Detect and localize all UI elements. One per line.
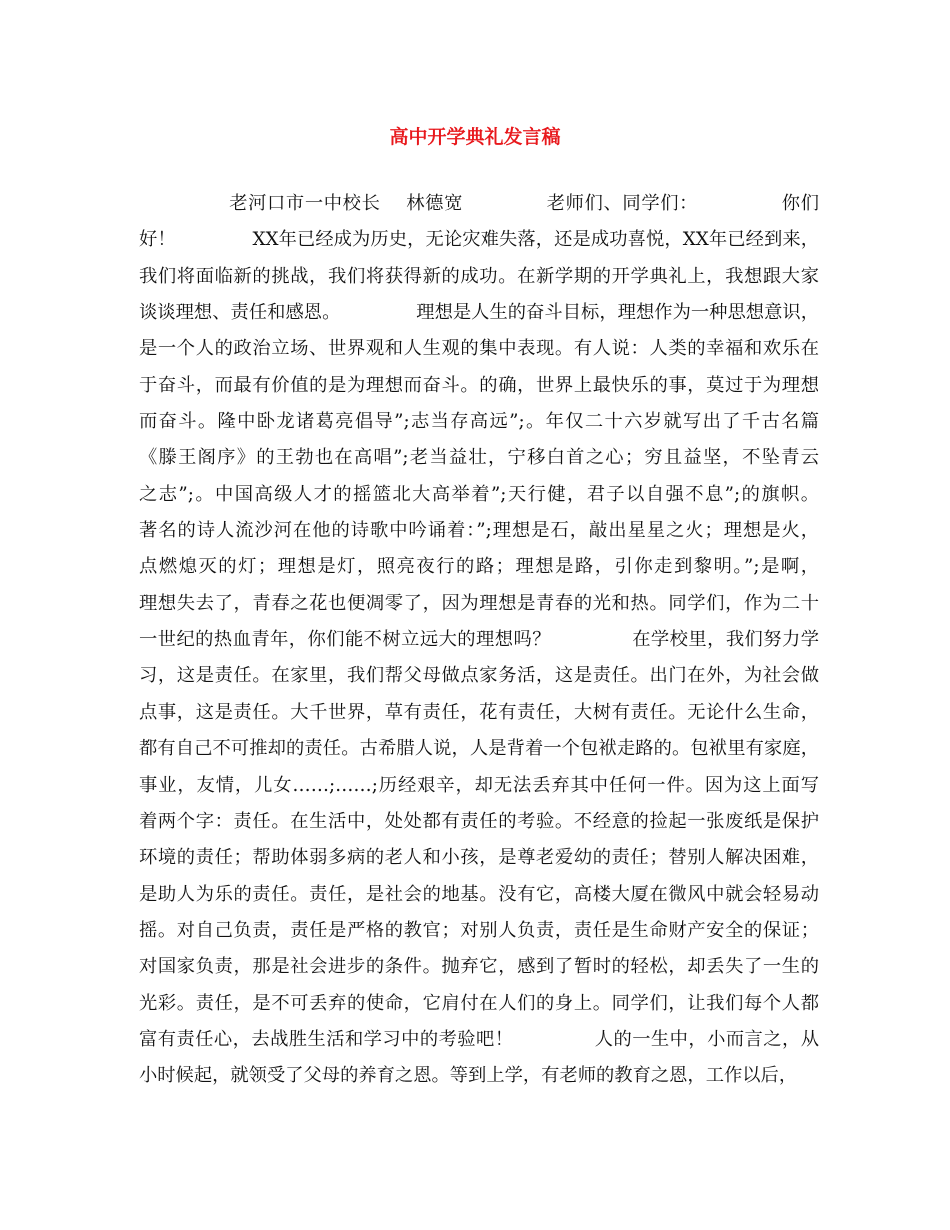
body-line: 《滕王阁序》的王勃也在高唱”;老当益壮，宁移白首之心；穷且益坚，不坠青云 — [139, 447, 819, 469]
body-line: 事业，友情，儿女……;……;历经艰辛，却无法丢弃其中任何一件。因为这上面写 — [139, 774, 819, 796]
body-line: 小时候起，就领受了父母的养育之恩。等到上学，有老师的教育之恩，工作以后， — [139, 1065, 798, 1087]
body-line: 理想失去了，青春之花也便凋零了，因为理想是青春的光和热。同学们，作为二十 — [139, 592, 819, 614]
document-body — [139, 186, 819, 1095]
body-line: 老河口市一中校长 林德宽 老师们、同学们： 你们 — [139, 193, 819, 214]
body-line: 好！ XX年已经成为历史，无论灾难失落，还是成功喜悦，XX年已经到来， — [139, 229, 819, 251]
body-line: 着两个字：责任。在生活中，处处都有责任的考验。不经意的捡起一张废纸是保护 — [139, 810, 819, 832]
body-line: 摇。对自己负责，责任是严格的教官；对别人负责，责任是生命财产安全的保证； — [139, 919, 819, 941]
body-line: 是助人为乐的责任。责任，是社会的地基。没有它，高楼大厦在微风中就会轻易动 — [139, 883, 819, 905]
body-line: 点燃熄灭的灯；理想是灯，照亮夜行的路；理想是路，引你走到黎明。”;是啊， — [139, 556, 819, 578]
body-line: 都有自己不可推却的责任。古希腊人说，人是背着一个包袱走路的。包袱里有家庭， — [139, 738, 819, 760]
body-line: 而奋斗。隆中卧龙诸葛亮倡导”;志当存高远”;。年仅二十六岁就写出了千古名篇 — [139, 411, 819, 433]
body-line: 习，这是责任。在家里，我们帮父母做点家务活，这是责任。出门在外，为社会做 — [139, 665, 819, 687]
body-line: 对国家负责，那是社会进步的条件。抛弃它，感到了暂时的轻松，却丢失了一生的 — [139, 956, 819, 978]
body-line: 是一个人的政治立场、世界观和人生观的集中表现。有人说：人类的幸福和欢乐在 — [139, 338, 819, 360]
body-line: 点事，这是责任。大千世界，草有责任，花有责任，大树有责任。无论什么生命， — [139, 701, 819, 723]
body-line: 我们将面临新的挑战，我们将获得新的成功。在新学期的开学典礼上，我想跟大家 — [139, 265, 819, 287]
body-line: 之志”;。中国高级人才的摇篮北大高举着”;天行健，君子以自强不息”;的旗帜。 — [139, 483, 819, 505]
body-line: 于奋斗，而最有价值的是为理想而奋斗。的确，世界上最快乐的事，莫过于为理想 — [139, 374, 819, 396]
body-line: 著名的诗人流沙河在他的诗歌中吟诵着：”;理想是石，敲出星星之火；理想是火， — [139, 520, 819, 542]
body-line: 富有责任心，去战胜生活和学习中的考验吧！ 人的一生中，小而言之，从 — [139, 1028, 819, 1050]
body-line: 谈谈理想、责任和感恩。 理想是人生的奋斗目标，理想作为一种思想意识， — [139, 302, 819, 324]
body-line: 环境的责任；帮助体弱多病的老人和小孩，是尊老爱幼的责任；替别人解决困难， — [139, 847, 819, 869]
document-title: 高中开学典礼发言稿 — [389, 126, 561, 148]
body-line: 光彩。责任，是不可丢弃的使命，它肩付在人们的身上。同学们，让我们每个人都 — [139, 992, 819, 1014]
body-line: 一世纪的热血青年，你们能不树立远大的理想吗？ 在学校里，我们努力学 — [139, 629, 819, 651]
